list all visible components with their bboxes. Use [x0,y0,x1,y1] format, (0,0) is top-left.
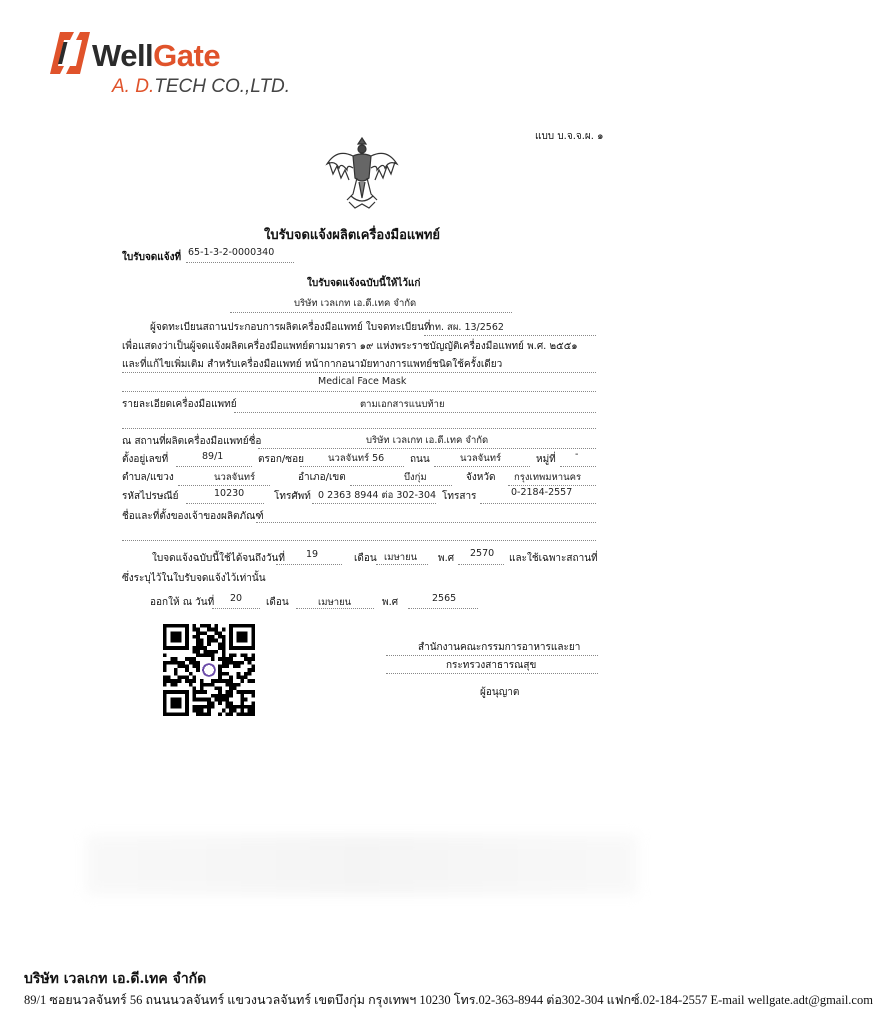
dotted-line [230,312,512,313]
postal-code-value: 10230 [214,488,245,499]
amendment-text: และที่แก้ไขเพิ่มเติม สำหรับเครื่องมือแพทย์ หน้ากากอนามัยทางการแพทย์ชนิดใช้ครั้งเดียว [122,359,503,370]
company-logo-text: WellGate [92,38,221,73]
document-subtitle: ใบรับจดแจ้งฉบับนี้ให้ไว้แก่ [307,278,421,289]
province-label: จังหวัด [466,472,496,483]
dotted-line [234,412,596,413]
footer-address: 89/1 ซอยนวลจันทร์ 56 ถนนนวลจันทร์ แขวงนวลจันทร์ เขตบึงกุ่ม กรุงเทพฯ 10230 โทร.02-363-8944 ต่อ302-304 แฟกซ์.02-184-2557 E-mail wellgate.adt@gmail.com [24,993,873,1007]
soi-value: นวลจันทร์ 56 [328,453,385,464]
product-owner-label: ชื่อและที่ตั้งของเจ้าของผลิตภัณฑ์ [122,511,264,522]
company-name: บริษัท เวลเกท เอ.ดี.เทค จำกัด [294,298,417,309]
qr-code-icon [163,624,255,716]
issued-year-label: พ.ศ [382,597,399,608]
dotted-line [296,608,374,609]
validity-month: เมษายน [384,552,418,563]
soi-label: ตรอก/ซอย [258,454,304,465]
phone-value: 0 2363 8944 ต่อ 302-304 [318,490,437,501]
validity-year-label: พ.ศ [438,553,455,564]
issued-label: ออกให้ ณ วันที่ [150,597,215,608]
garuda-emblem-icon [323,134,401,212]
company-logo-subtitle: A. D.TECH CO.,LTD. [112,76,291,97]
subdistrict-label: ตำบล/แขวง [122,472,174,483]
dotted-line [312,503,436,504]
registration-number: กท. สผ. 13/2562 [429,322,504,333]
dotted-line [122,540,596,541]
validity-suffix: และใช้เฉพาะสถานที่ [509,553,598,564]
receipt-number-label: ใบรับจดแจ้งที่ [122,252,182,263]
wellgate-logo-icon [50,28,90,78]
dotted-line [186,503,264,504]
validity-line2: ซึ่งระบุไว้ในใบรับจดแจ้งไว้เท่านั้น [122,573,266,584]
dotted-line [386,655,598,656]
validity-month-label: เดือน [354,553,377,564]
address-number-label: ตั้งอยู่เลขที่ [122,454,169,465]
faded-text-band [86,835,638,895]
dotted-line [212,608,260,609]
manufacturing-site-label: ณ สถานที่ผลิตเครื่องมือแพทย์ชื่อ [122,436,262,447]
authority-office: สำนักงานคณะกรรมการอาหารและยา [418,642,581,653]
province-value: กรุงเทพมหานคร [514,472,582,483]
issued-month: เมษายน [318,597,352,608]
receipt-number: 65-1-3-2-0000340 [188,247,275,258]
subdistrict-value: นวลจันทร์ [214,472,256,483]
district-label: อำเภอ/เขต [298,472,346,483]
dotted-line [176,466,252,467]
dotted-line [408,608,478,609]
authority-ministry: กระทรวงสาธารณสุข [446,660,537,671]
dotted-line [256,522,596,523]
dotted-line [350,485,452,486]
dotted-line [258,448,596,449]
fax-label: โทรสาร [442,491,477,502]
dotted-line [122,391,596,392]
device-details-value: ตามเอกสารแนบท้าย [360,399,445,410]
dotted-line [386,673,598,674]
road-value: นวลจันทร์ [460,453,502,464]
district-value: บึงกุ่ม [404,472,427,483]
fax-value: 0-2184-2557 [511,487,573,498]
road-label: ถนน [410,454,430,465]
moo-label: หมู่ที่ [536,454,556,465]
purpose-text: เพื่อแสดงว่าเป็นผู้จดแจ้งผลิตเครื่องมือแพทย์ตามมาตรา ๑๙ แห่งพระราชบัญญัติเครื่องมือแพทย์ พ.ศ. ๒๕๕๑ [122,341,578,352]
manufacturing-site-name: บริษัท เวลเกท เอ.ดี.เทค จำกัด [366,435,489,446]
dotted-line [376,564,428,565]
dotted-line [424,335,596,336]
issued-year: 2565 [432,593,457,604]
authority-signer: ผู้อนุญาต [480,687,520,698]
dotted-line [178,485,270,486]
document-title: ใบรับจดแจ้งผลิตเครื่องมือแพทย์ [264,228,441,243]
issued-day: 20 [230,593,243,604]
dotted-line [300,466,404,467]
postal-code-label: รหัสไปรษณีย์ [122,491,179,502]
issued-month-label: เดือน [266,597,289,608]
dotted-line [122,428,596,429]
dotted-line [434,466,530,467]
device-details-label: รายละเอียดเครื่องมือแพทย์ [122,399,237,410]
moo-value: - [575,449,579,460]
validity-year: 2570 [470,548,495,559]
dotted-line [458,564,504,565]
address-number-value: 89/1 [202,451,224,462]
footer-company-name: บริษัท เวลเกท เอ.ดี.เทค จำกัด [24,971,207,987]
dotted-line [276,564,342,565]
product-name-en: Medical Face Mask [318,376,407,387]
form-code: แบบ บ.จ.จ.ผ. ๑ [535,131,604,142]
dotted-line [560,466,596,467]
validity-day: 19 [306,549,319,560]
dotted-line [480,503,596,504]
phone-label: โทรศัพท์ [274,491,311,502]
validity-prefix: ใบจดแจ้งฉบับนี้ใช้ได้จนถึงวันที่ [152,553,285,564]
dotted-line [186,262,294,263]
dotted-line [508,485,596,486]
dotted-line [122,372,596,373]
registrant-text: ผู้จดทะเบียนสถานประกอบการผลิตเครื่องมือแพทย์ ใบจดทะเบียนที่ [150,322,431,333]
